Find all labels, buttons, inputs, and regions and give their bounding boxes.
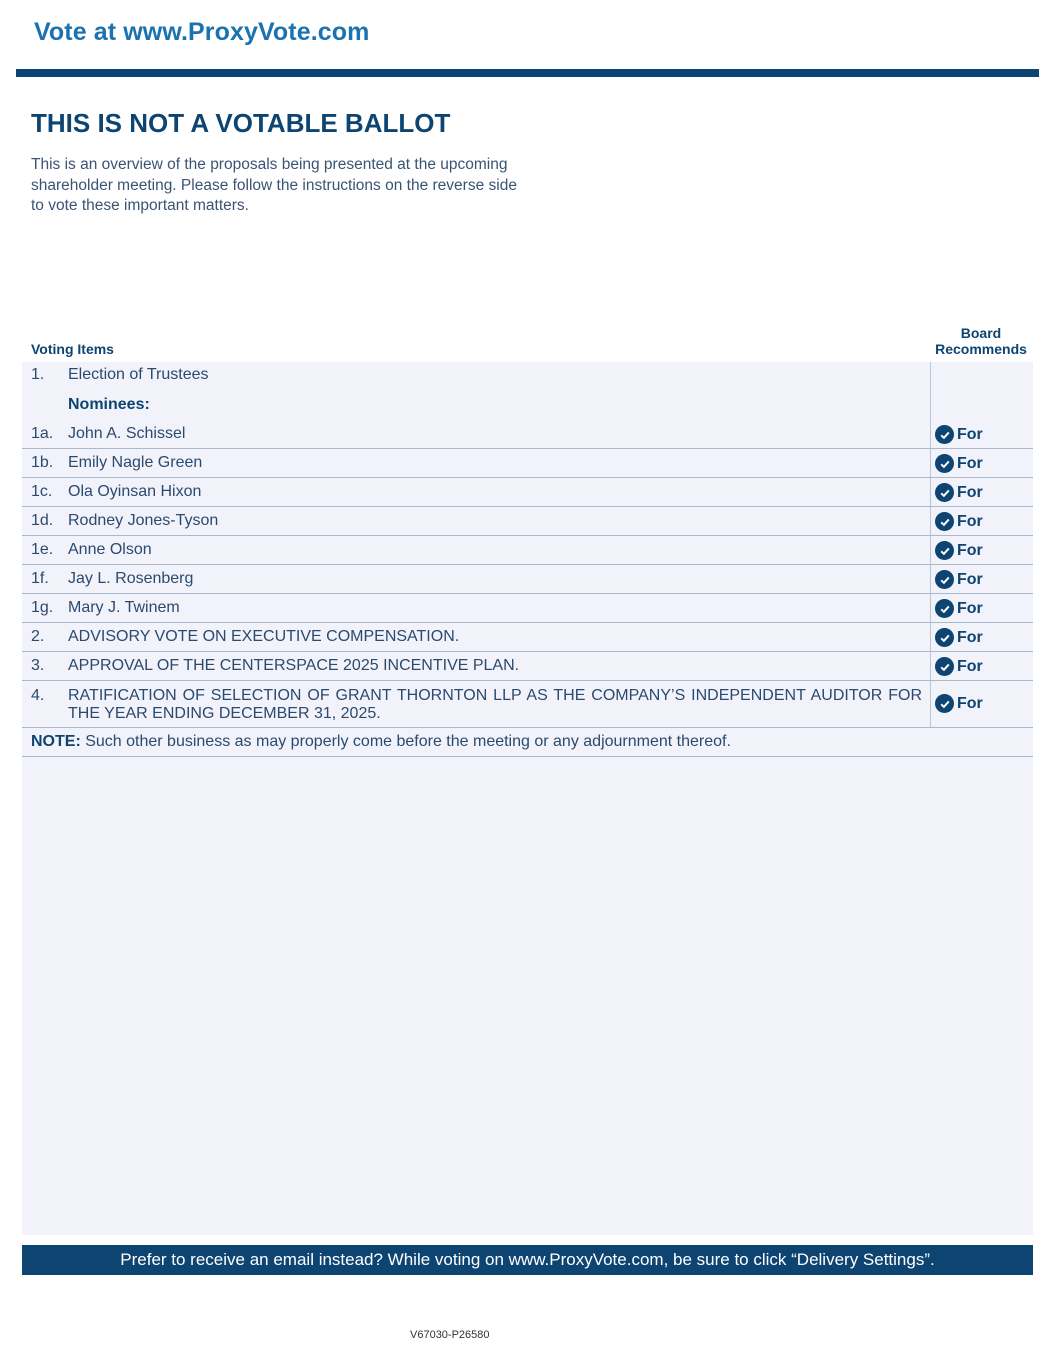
item-text: RATIFICATION OF SELECTION OF GRANT THORNTON LLP AS THE COMPANY’S INDEPENDENT AUDITOR FOR THE YEAR ENDING DECEMBER 31, 2025. xyxy=(68,687,922,722)
recommendation-label: For xyxy=(957,454,983,472)
item-number: 1e. xyxy=(31,541,54,558)
recommendation xyxy=(935,512,983,531)
item-number: 1d. xyxy=(31,512,54,529)
item-text: APPROVAL OF THE CENTERSPACE 2025 INCENTIVE PLAN. xyxy=(68,657,520,674)
table-row xyxy=(22,594,1033,623)
item-text: ADVISORY VOTE ON EXECUTIVE COMPENSATION. xyxy=(68,628,460,645)
table-row xyxy=(22,536,1033,565)
recommendation xyxy=(935,628,983,647)
recommendation-label: For xyxy=(957,628,983,646)
table-row xyxy=(22,681,1033,728)
item-text: Election of Trustees xyxy=(68,366,209,383)
recommendation xyxy=(935,454,983,473)
table-row xyxy=(22,507,1033,536)
check-circle-icon xyxy=(935,541,954,560)
item-number: 1g. xyxy=(31,599,54,616)
check-circle-icon xyxy=(935,657,954,676)
recommendation-label: For xyxy=(957,425,983,443)
recommendation-label: For xyxy=(957,657,983,675)
item-number: 1b. xyxy=(31,454,54,471)
table-row xyxy=(22,449,1033,478)
note-label: NOTE: xyxy=(31,733,81,750)
recommendation-label: For xyxy=(957,570,983,588)
recommendation xyxy=(935,541,983,560)
check-circle-icon xyxy=(935,570,954,589)
recommendation-label: For xyxy=(957,483,983,501)
item-text: Mary J. Twinem xyxy=(68,599,180,616)
column-header-board-recommends xyxy=(928,325,1034,357)
recommendation xyxy=(935,425,983,444)
note-row xyxy=(22,728,1033,757)
check-circle-icon xyxy=(935,599,954,618)
item-text: John A. Schissel xyxy=(68,425,186,442)
check-circle-icon xyxy=(935,628,954,647)
recommendation xyxy=(935,694,983,713)
recommendation xyxy=(935,483,983,502)
nominees-label: Nominees: xyxy=(68,396,150,413)
item-number: 1c. xyxy=(31,483,53,500)
table-row xyxy=(22,366,1033,390)
item-number: 1f. xyxy=(31,570,49,587)
item-number: 4. xyxy=(31,687,45,704)
recommendation-label: For xyxy=(957,694,983,712)
table-row xyxy=(22,396,1033,420)
table-row xyxy=(22,623,1033,652)
check-circle-icon xyxy=(935,694,954,713)
email-delivery-banner[interactable]: Prefer to receive an email instead? While voting on www.ProxyVote.com, be sure to click “Delivery Settings”. xyxy=(22,1245,1033,1275)
recommendation xyxy=(935,599,983,618)
recommendation xyxy=(935,570,983,589)
recommendation xyxy=(935,657,983,676)
item-text: Ola Oyinsan Hixon xyxy=(68,483,202,500)
recommendation-label: For xyxy=(957,541,983,559)
table-row xyxy=(22,565,1033,594)
note-text: Such other business as may properly come before the meeting or any adjournment thereof. xyxy=(80,733,731,750)
table-row xyxy=(22,420,1033,449)
check-circle-icon xyxy=(935,512,954,531)
document-code: V67030-P26580 xyxy=(410,1329,490,1341)
ballot-intro: This is an overview of the proposals being presented at the upcoming shareholder meeting. Please follow the instructions on the reverse side to vote these important matters. xyxy=(31,156,517,214)
check-circle-icon xyxy=(935,483,954,502)
check-circle-icon xyxy=(935,425,954,444)
item-text: Anne Olson xyxy=(68,541,152,558)
header-rule xyxy=(16,69,1039,77)
check-circle-icon xyxy=(935,454,954,473)
ballot-heading: THIS IS NOT A VOTABLE BALLOT xyxy=(31,108,451,138)
item-number: 1. xyxy=(31,366,45,383)
item-text: Rodney Jones-Tyson xyxy=(68,512,219,529)
recommendation-label: For xyxy=(957,599,983,617)
header-title[interactable]: Vote at www.ProxyVote.com xyxy=(34,18,370,46)
table-row xyxy=(22,478,1033,507)
item-number: 1a. xyxy=(31,425,54,442)
item-text: Jay L. Rosenberg xyxy=(68,570,194,587)
item-number: 2. xyxy=(31,628,45,645)
column-header-board-line2: Recommends xyxy=(935,341,1027,357)
column-header-voting-items: Voting Items xyxy=(31,341,114,357)
table-row xyxy=(22,652,1033,681)
item-number: 3. xyxy=(31,657,45,674)
recommendation-label: For xyxy=(957,512,983,530)
column-header-board-line1: Board xyxy=(960,325,1002,341)
item-text: Emily Nagle Green xyxy=(68,454,203,471)
